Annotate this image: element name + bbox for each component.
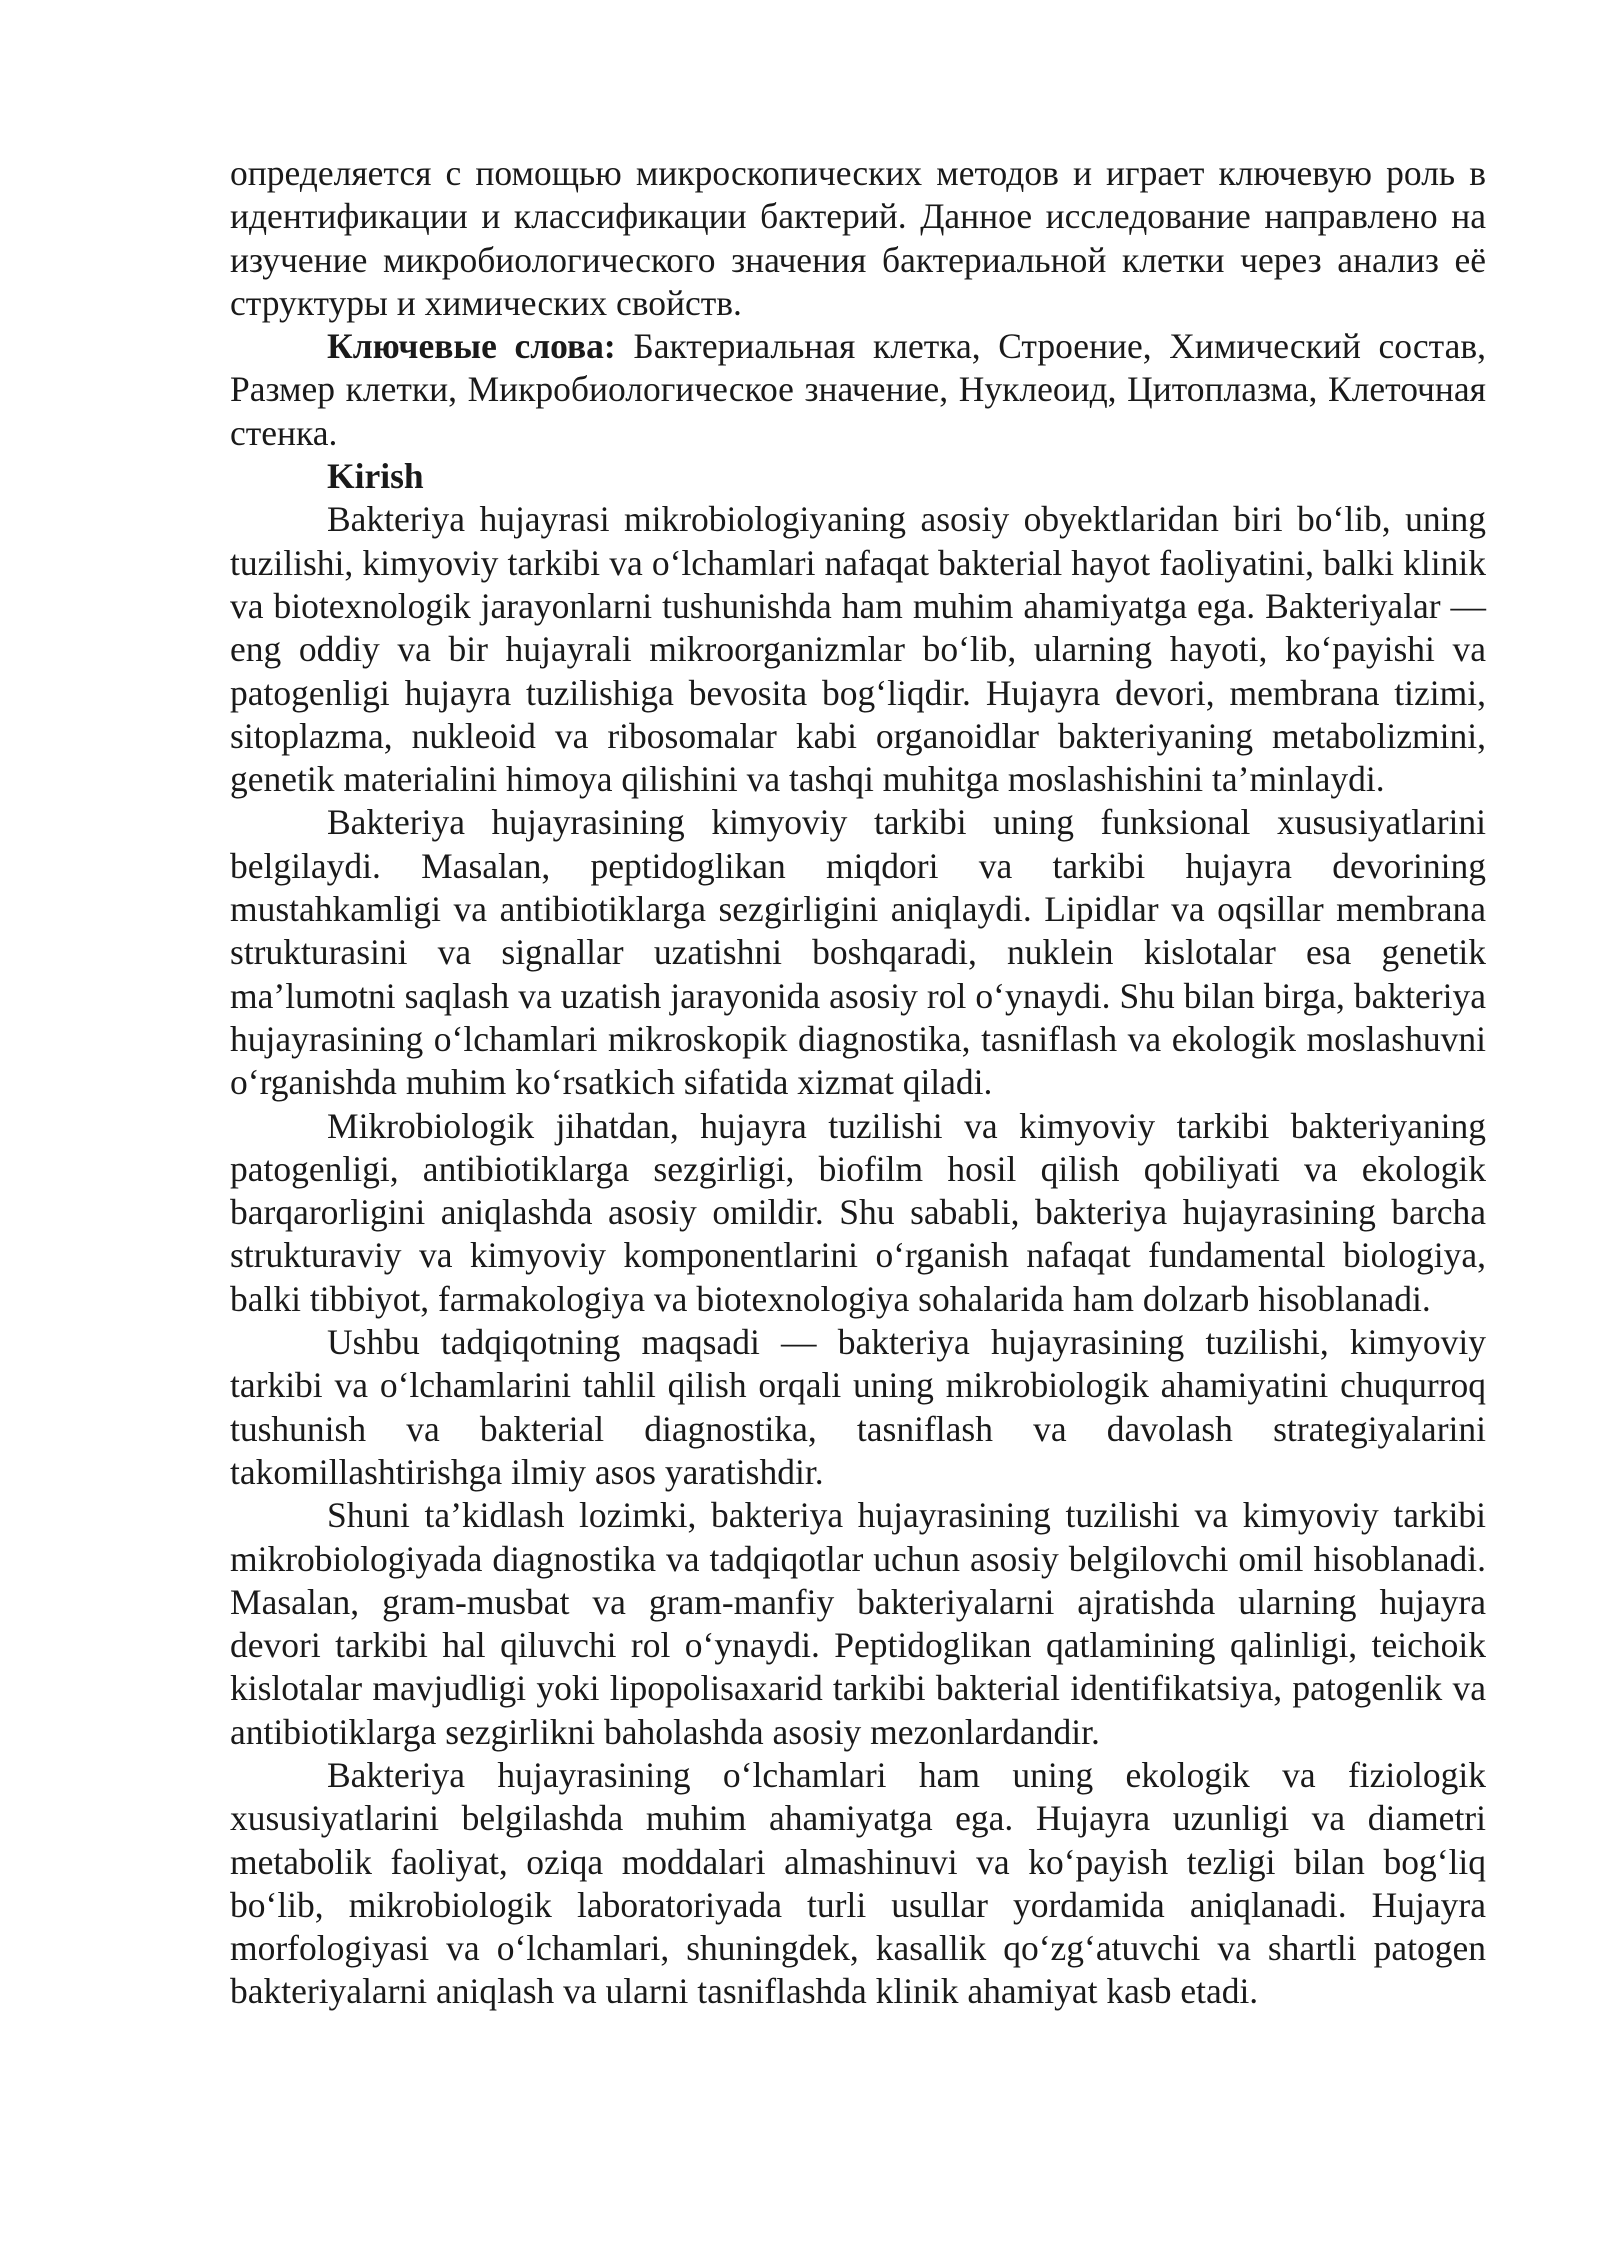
section-heading: Kirish [327, 456, 424, 497]
body-paragraph: Shuni ta’kidlash lozimki, bakteriya hujayrasining tuzilishi va kimyoviy tarkibi mikrobiologiyada diagnostika va tadqiqotlar uchun asosiy belgilovchi omil hisoblanadi. Masalan, gram-musbat va gram-manfiy bakteriyalarni ajratishda ularning hujayra devori tarkibi hal qiluvchi rol o‘ynaydi. Peptidoglikan qatlamining qalinligi, teichoik kislotalar mavjudligi yoki lipopolisaxarid tarkibi bakterial identifikatsiya, patogenlik va antibiotiklarga sezgirlikni baholashda asosiy mezonlardandir. [230, 1495, 1486, 1752]
body-paragraph: Bakteriya hujayrasining o‘lchamlari ham uning ekologik va fiziologik xususiyatlarini belgilashda muhim ahamiyatga ega. Hujayra uzunligi va diametri metabolik faoliyat, oziqa moddalari almashinuvi va ko‘payish tezligi bilan bog‘liq bo‘lib, mikrobiologik laboratoriyada turli usullar yordamida aniqlanadi. Hujayra morfologiyasi va o‘lchamlari, shuningdek, kasallik qo‘zg‘atuvchi va shartli patogen bakteriyalarni aniqlash va ularni tasniflashda klinik ahamiyat kasb etadi. [230, 1754, 1486, 2012]
body-paragraph: Bakteriya hujayrasining kimyoviy tarkibi uning funksional xususiyatlarini belgilaydi. Masalan, peptidoglikan miqdori va tarkibi hujayra devorining mustahkamligi va antibiotiklarga sezgirligini aniqlaydi. Lipidlar va oqsillar membrana strukturasini va signallar uzatishni boshqaradi, nuklein kislotalar esa genetik ma’lumotni saqlash va uzatish jarayonida asosiy rol o‘ynaydi. Shu bilan birga, bakteriya hujayrasining o‘lchamlari mikroskopik diagnostika, tasniflash va ekologik moslashuvni o‘rganishda muhim ko‘rsatkich sifatida xizmat qiladi. [230, 802, 1486, 1103]
keywords-text: Бактериальная клетка, Строение, Химический состав, Размер клетки, Микробиологическое значение, Нуклеоид, Цитоплазма, Клеточная стенка. [230, 326, 1486, 453]
body-paragraph: Mikrobiologik jihatdan, hujayra tuzilishi va kimyoviy tarkibi bakteriyaning patogenligi, antibiotiklarga sezgirligi, biofilm hosil qilish qobiliyati va ekologik barqarorligini aniqlashda asosiy omildir. Shu sababli, bakteriya hujayrasining barcha strukturaviy va kimyoviy komponentlarini o‘rganish nafaqat fundamental biologiya, balki tibbiyot, farmakologiya va biotexnologiya sohalarida ham dolzarb hisoblanadi. [230, 1105, 1486, 1319]
keywords-paragraph [230, 325, 1486, 455]
abstract-continuation: определяется с помощью микроскопических методов и играет ключевую роль в идентификации и классификации бактерий. Данное исследование направлено на изучение микробиологического значения бактериальной клетки через анализ её структуры и химических свойств. [230, 153, 1486, 323]
body-paragraph: Bakteriya hujayrasi mikrobiologiyaning asosiy obyektlaridan biri bo‘lib, uning tuzilishi, kimyoviy tarkibi va o‘lchamlari nafaqat bakterial hayot faoliyatini, balki klinik va biotexnologik jarayonlarni tushunishda ham muhim ahamiyatga ega. Bakteriyalar — eng oddiy va bir hujayrali mikroorganizmlar bo‘lib, ularning hayoti, ko‘payishi va patogenligi hujayra tuzilishiga bevosita bog‘liqdir. Hujayra devori, membrana tizimi, sitoplazma, nukleoid va ribosomalar kabi organoidlar bakteriyaning metabolizmini, genetik materialini himoya qilishini va tashqi muhitga moslashishini ta’minlaydi. [230, 499, 1486, 800]
keywords-label: Ключевые слова: [327, 326, 616, 367]
body-paragraph: Ushbu tadqiqotning maqsadi — bakteriya hujayrasining tuzilishi, kimyoviy tarkibi va o‘lchamlarini tahlil qilish orqali uning mikrobiologik ahamiyatini chuqurroq tushunish va bakterial diagnostika, tasniflash va davolash strategiyalarini takomillashtirishga ilmiy asos yaratishdir. [230, 1322, 1486, 1492]
document-page [230, 152, 1486, 2014]
